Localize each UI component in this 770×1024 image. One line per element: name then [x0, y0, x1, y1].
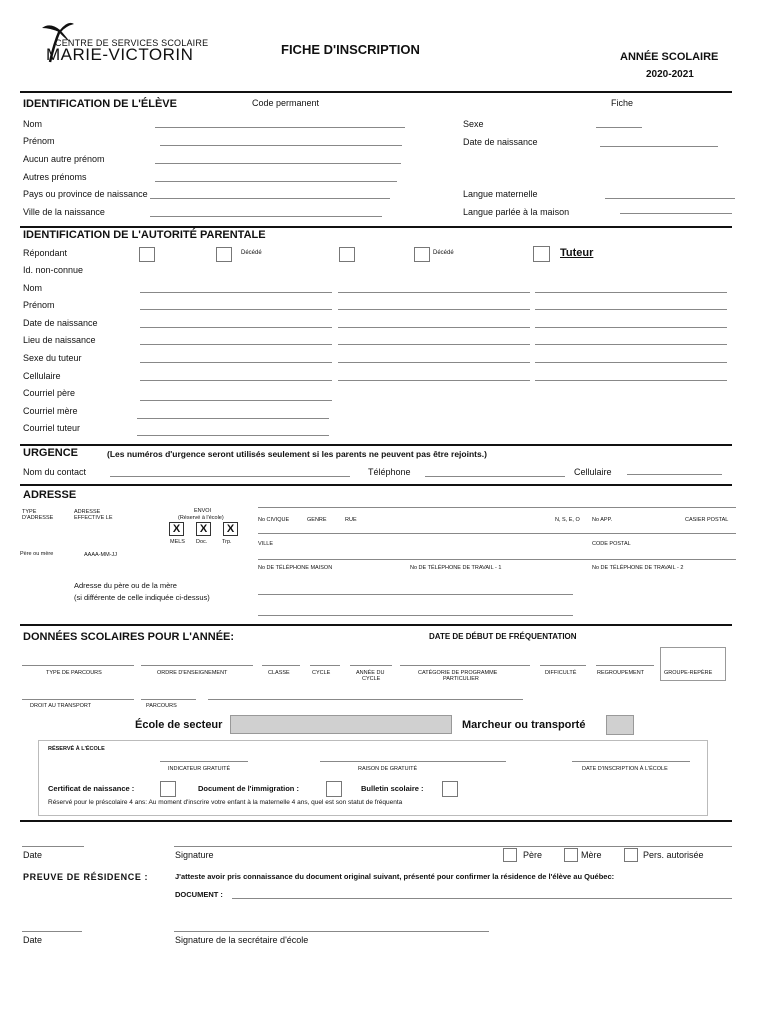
- signature-field[interactable]: [174, 846, 732, 847]
- courriel-tuteur-field[interactable]: [137, 435, 329, 436]
- type-adresse-label: TYPE: [22, 509, 37, 515]
- repondant-label: Répondant: [23, 248, 68, 258]
- pere-sexe-field[interactable]: [140, 362, 332, 363]
- logo-line2: MARIE-VICTORIN: [46, 45, 194, 64]
- divider: [20, 91, 732, 93]
- document-field[interactable]: [232, 898, 732, 899]
- adresse-pere-field[interactable]: [258, 594, 573, 595]
- adresse-effective-label: ADRESSE: [74, 509, 101, 515]
- date-inscription-label: DATE D'INSCRIPTION À L'ÉCOLE: [582, 766, 668, 772]
- tuteur-sexe-field[interactable]: [535, 362, 727, 363]
- code-permanent-label: Code permanent: [252, 98, 320, 108]
- trp-label: Trp.: [222, 539, 232, 545]
- marcheur-label: Marcheur ou transporté: [462, 719, 586, 731]
- ecole-secteur-field[interactable]: [230, 715, 452, 734]
- divider: [20, 820, 732, 822]
- parent-row-label: Courriel mère: [23, 406, 78, 416]
- parent-row-label: Prénom: [23, 300, 55, 310]
- mere-lieu-field[interactable]: [338, 344, 530, 345]
- section-adresse-heading: ADRESSE: [23, 489, 77, 501]
- nom-field[interactable]: [155, 127, 405, 128]
- droit-transport-label: DROIT AU TRANSPORT: [30, 703, 92, 709]
- langue-parlee-label: Langue parlée à la maison: [463, 207, 570, 217]
- tel-travail1-label: No DE TÉLÉPHONE DE TRAVAIL - 1: [410, 565, 502, 571]
- parent-row-label: Lieu de naissance: [23, 335, 96, 345]
- date-naissance-field[interactable]: [600, 146, 718, 147]
- atteste-text: J'atteste avoir pris connaissance du document original suivant, présenté pour confirmer la résidence de l'élève au Québec:: [175, 872, 615, 881]
- langue-parlee-field[interactable]: [620, 213, 732, 214]
- indicateur-label: INDICATEUR GRATUITÉ: [168, 766, 231, 772]
- parent-row-label: Cellulaire: [23, 371, 61, 381]
- divider: [20, 444, 732, 446]
- parcours-field-a: [141, 699, 196, 700]
- immigration-checkbox[interactable]: [326, 781, 342, 797]
- tel-travail2-label: No DE TÉLÉPHONE DE TRAVAIL - 2: [592, 565, 684, 571]
- ville-field[interactable]: [150, 216, 382, 217]
- envoi-doc-checkbox[interactable]: X: [196, 522, 211, 536]
- divider: [20, 484, 732, 486]
- parent-row-label: Id. non-connue: [23, 265, 84, 275]
- ville-line[interactable]: [258, 559, 736, 560]
- pere-cellulaire-field[interactable]: [140, 380, 332, 381]
- pere-mere-label: Père ou mère: [20, 551, 54, 557]
- envoi-label: ENVOI: [194, 508, 212, 514]
- repondant-tuteur-checkbox[interactable]: [533, 246, 550, 262]
- tuteur-prenom-field[interactable]: [535, 309, 727, 310]
- reserve-ecole-label: RÉSERVÉ À L'ÉCOLE: [48, 746, 105, 752]
- autres-prenoms-field[interactable]: [155, 181, 397, 182]
- bulletin-checkbox[interactable]: [442, 781, 458, 797]
- parcours-field-b: [208, 699, 523, 700]
- cellulaire-label: Cellulaire: [574, 467, 612, 477]
- mels-label: MELS: [170, 539, 185, 545]
- langue-maternelle-label: Langue maternelle: [463, 189, 538, 199]
- casier-label: CASIER POSTAL: [685, 517, 729, 523]
- groupe-repere-label: GROUPE-REPÈRE: [664, 670, 713, 676]
- telephone-field[interactable]: [425, 476, 565, 477]
- parent-row-label: Courriel tuteur: [23, 423, 81, 433]
- mere-checkbox[interactable]: [564, 848, 578, 862]
- parent-row-label: Nom: [23, 283, 43, 293]
- raison-label: RAISON DE GRATUITÉ: [358, 766, 418, 772]
- marcheur-field[interactable]: [606, 715, 634, 735]
- date2-field[interactable]: [22, 931, 82, 932]
- tuteur-lieu-field[interactable]: [535, 344, 727, 345]
- classe-label: CLASSE: [268, 670, 290, 676]
- cycle-field: [310, 665, 340, 666]
- repondant-pere-checkbox[interactable]: [139, 247, 155, 262]
- divider: [20, 226, 732, 228]
- ordre-label: ORDRE D'ENSEIGNEMENT: [157, 670, 228, 676]
- cellulaire-field[interactable]: [627, 474, 722, 475]
- mere-label: Mère: [581, 850, 602, 860]
- document-label: DOCUMENT :: [175, 890, 223, 899]
- aucun-autre-prenom-label: Aucun autre prénom: [23, 154, 105, 164]
- annee-cycle-field: [350, 665, 392, 666]
- type-parcours-field: [22, 665, 134, 666]
- pere-lieu-field[interactable]: [140, 344, 332, 345]
- regroupement-field: [596, 665, 654, 666]
- prenom-label: Prénom: [23, 136, 55, 146]
- year-value: 2020-2021: [646, 69, 694, 80]
- signature-label: Signature: [175, 850, 214, 860]
- sexe-label: Sexe: [463, 119, 484, 129]
- doc-label: Doc.: [196, 539, 208, 545]
- immigration-label: Document de l'immigration :: [198, 784, 299, 793]
- no-civique-label: No CIVIQUE: [258, 517, 290, 523]
- parent-row-label: Date de naissance: [23, 318, 98, 328]
- tuteur-nom-field[interactable]: [535, 292, 727, 293]
- pere-date-field[interactable]: [140, 327, 332, 328]
- ville-label: Ville de la naissance: [23, 207, 105, 217]
- categorie-field: [400, 665, 530, 666]
- pere-nom-field[interactable]: [140, 292, 332, 293]
- tuteur-date-field[interactable]: [535, 327, 727, 328]
- autres-prenoms-label: Autres prénoms: [23, 172, 87, 182]
- prescolaire-note: Réservé pour le préscolaire 4 ans: Au moment d'inscrire votre enfant à la maternelle 4 ans, quel est son statut de fréquenta: [48, 799, 403, 806]
- form-title: FICHE D'INSCRIPTION: [281, 42, 420, 57]
- cycle-label: CYCLE: [312, 670, 331, 676]
- courriel-mere-field[interactable]: [137, 418, 329, 419]
- adresse-pere-label: Adresse du père ou de la mère: [74, 581, 177, 590]
- bulletin-label: Bulletin scolaire :: [361, 784, 424, 793]
- pere-label: Père: [523, 850, 543, 860]
- mere-nom-field[interactable]: [338, 292, 530, 293]
- courriel-pere-field[interactable]: [140, 400, 332, 401]
- decede-label: Décédé: [241, 250, 262, 256]
- code-postal-label: CODE POSTAL: [592, 541, 631, 547]
- pays-field[interactable]: [150, 198, 390, 199]
- adresse-line[interactable]: [258, 533, 736, 534]
- nseo-label: N, S, E, O: [555, 517, 580, 523]
- genre-label: GENRE: [307, 517, 327, 523]
- categorie-label: CATÉGORIE DE PROGRAMME: [418, 670, 498, 676]
- classe-field: [262, 665, 300, 666]
- parent-row-label: Sexe du tuteur: [23, 353, 82, 363]
- aucun-autre-prenom-field[interactable]: [155, 163, 401, 164]
- certificat-checkbox[interactable]: [160, 781, 176, 797]
- regroupement-label: REGROUPEMENT: [597, 670, 645, 676]
- nom-contact-label: Nom du contact: [23, 467, 87, 477]
- date-debut-label: DATE DE DÉBUT DE FRÉQUENTATION: [429, 632, 577, 641]
- date-label: Date: [23, 850, 43, 860]
- mere-prenom-field[interactable]: [338, 309, 530, 310]
- date2-label: Date: [23, 935, 43, 945]
- type-adresse-label: D'ADRESSE: [22, 515, 54, 521]
- adresse-pere-note: (si différente de celle indiquée ci-dessus): [74, 593, 210, 602]
- certificat-label: Certificat de naissance :: [48, 784, 135, 793]
- preuve-residence-label: PREUVE DE RÉSIDENCE :: [23, 872, 149, 882]
- date-inscription-field: [572, 761, 690, 762]
- signature-secretaire-label: Signature de la secrétaire d'école: [175, 935, 309, 945]
- adresse-top-line: [258, 507, 736, 508]
- telephone-label: Téléphone: [368, 467, 411, 477]
- decede-label: Décédé: [433, 250, 454, 256]
- pays-label: Pays ou province de naissance: [23, 189, 148, 199]
- pers-autorisee-checkbox[interactable]: [624, 848, 638, 862]
- ecole-secteur-label: École de secteur: [135, 719, 223, 731]
- decede-pere-checkbox[interactable]: [216, 247, 232, 262]
- decede-mere-checkbox[interactable]: [414, 247, 430, 262]
- envoi-mels-checkbox[interactable]: X: [169, 522, 184, 536]
- section-eleve-heading: IDENTIFICATION DE L'ÉLÈVE: [23, 98, 177, 110]
- langue-maternelle-field[interactable]: [605, 198, 735, 199]
- mere-sexe-field[interactable]: [338, 362, 530, 363]
- parcours-label: PARCOURS: [146, 703, 177, 709]
- sexe-field[interactable]: [596, 127, 642, 128]
- pers-autorisee-label: Pers. autorisée: [643, 850, 704, 860]
- section-scolaire-heading: DONNÉES SCOLAIRES POUR L'ANNÉE:: [23, 631, 235, 643]
- mere-cellulaire-field[interactable]: [338, 380, 530, 381]
- indicateur-field: [160, 761, 248, 762]
- annee-cycle-label: CYCLE: [362, 676, 381, 682]
- tuteur-cellulaire-field[interactable]: [535, 380, 727, 381]
- nom-label: Nom: [23, 119, 43, 129]
- nom-contact-field[interactable]: [110, 476, 350, 477]
- tuteur-heading: Tuteur: [560, 247, 594, 259]
- mere-date-field[interactable]: [338, 327, 530, 328]
- ordre-field: [141, 665, 253, 666]
- tel-maison-label: No DE TÉLÉPHONE MAISON: [258, 565, 333, 571]
- categorie-label: PARTICULIER: [443, 676, 479, 682]
- urgence-note: (Les numéros d'urgence seront utilisés seulement si les parents ne peuvent pas être rejoints.): [107, 449, 487, 459]
- adresse-pere-field-2[interactable]: [258, 615, 573, 616]
- signature-secretaire-field[interactable]: [174, 931, 489, 932]
- section-urgence-heading: URGENCE: [23, 447, 79, 459]
- repondant-mere-checkbox[interactable]: [339, 247, 355, 262]
- droit-transport-field: [22, 699, 134, 700]
- no-app-label: No APP.: [592, 517, 613, 523]
- fiche-label: Fiche: [611, 98, 634, 108]
- raison-field: [320, 761, 506, 762]
- divider: [20, 624, 732, 626]
- envoi-trp-checkbox[interactable]: X: [223, 522, 238, 536]
- difficulte-field: [540, 665, 586, 666]
- pere-prenom-field[interactable]: [140, 309, 332, 310]
- parent-row-label: Courriel père: [23, 388, 76, 398]
- adresse-effective-label: EFFECTIVE LE: [74, 515, 113, 521]
- prenom-field[interactable]: [160, 145, 402, 146]
- rue-label: RUE: [345, 517, 357, 523]
- envoi-label: (Réservé à l'école): [178, 515, 224, 521]
- date-format-label: AAAA-MM-JJ: [84, 552, 117, 558]
- date-naissance-label: Date de naissance: [463, 137, 538, 147]
- ville-adresse-label: VILLE: [258, 541, 273, 547]
- annee-cycle-label: ANNÉE DU: [356, 670, 385, 676]
- difficulte-label: DIFFICULTÉ: [545, 670, 577, 676]
- type-parcours-label: TYPE DE PARCOURS: [46, 670, 102, 676]
- pere-checkbox[interactable]: [503, 848, 517, 862]
- date-field[interactable]: [22, 846, 84, 847]
- logo-line1: CENTRE DE SERVICES SCOLAIRE: [55, 38, 209, 48]
- section-parent-heading: IDENTIFICATION DE L'AUTORITÉ PARENTALE: [23, 229, 266, 241]
- year-label: ANNÉE SCOLAIRE: [620, 51, 719, 63]
